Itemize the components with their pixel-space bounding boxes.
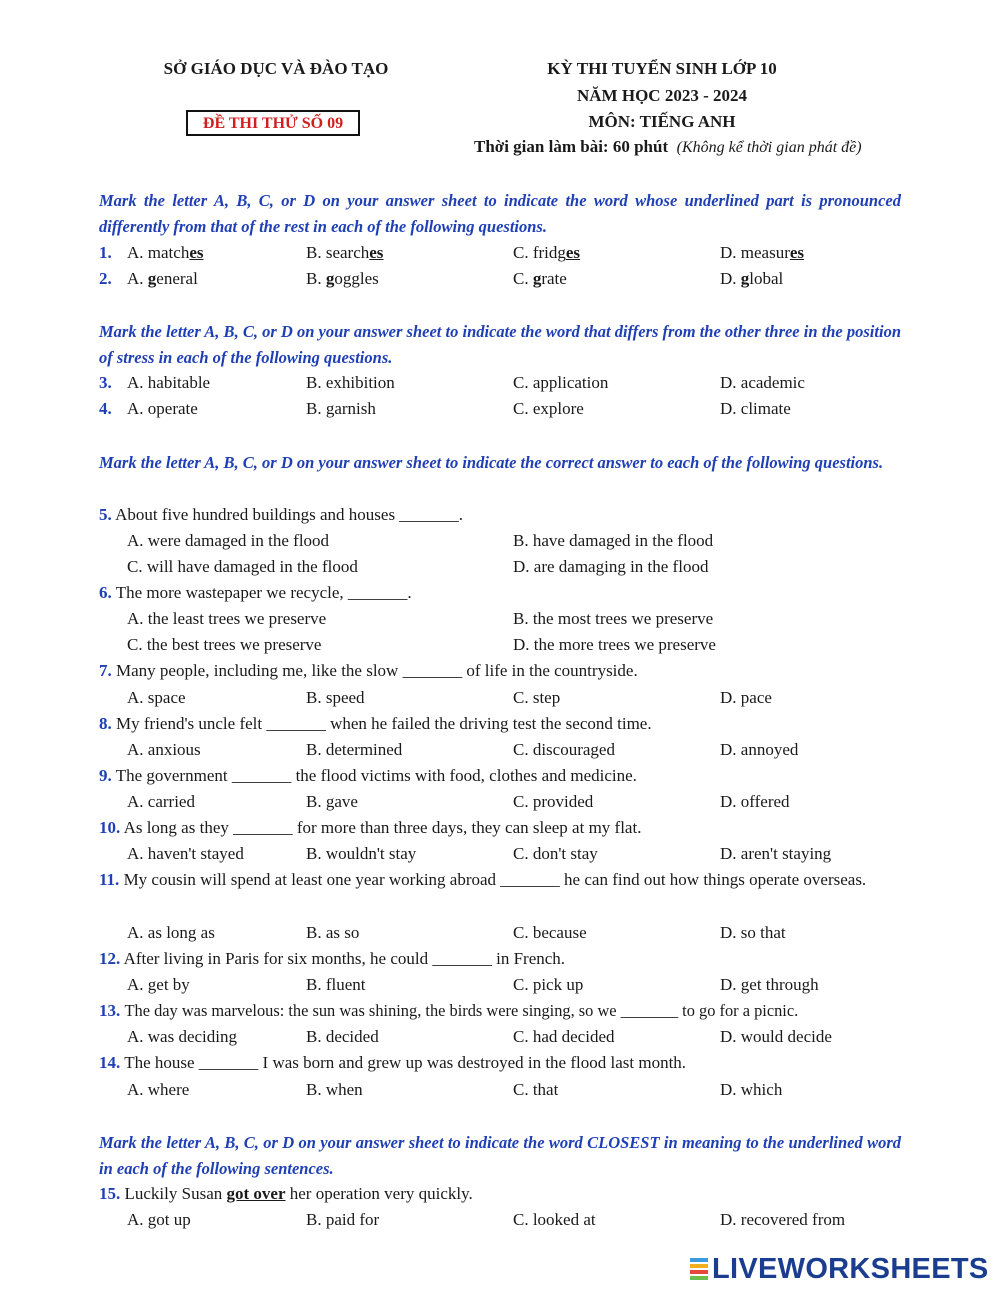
instruction-closest-meaning: Mark the letter A, B, C, or D on your answer sheet to indicate the word CLOSEST in meaning to the underlined word in each of the following sentences. — [99, 1133, 901, 1178]
option-14d[interactable]: D. which — [720, 1080, 783, 1099]
option-1c[interactable]: C. fridges — [513, 243, 581, 262]
option-10d[interactable]: D. aren't staying — [720, 844, 832, 863]
question-text-pre: Luckily Susan — [124, 1184, 227, 1203]
option-10a[interactable]: A. haven't stayed — [127, 844, 244, 863]
option-3c[interactable]: C. application — [513, 373, 609, 392]
question-number: 1. — [99, 243, 112, 262]
question-15 — [99, 1181, 901, 1207]
question-7 — [99, 658, 901, 684]
option-7a[interactable]: A. space — [127, 688, 186, 707]
option-12a[interactable]: A. get by — [127, 975, 190, 994]
option-5c[interactable]: C. will have damaged in the flood — [127, 557, 358, 576]
instruction-pronunciation: Mark the letter A, B, C, or D on your answer sheet to indicate the word whose underlined part is pronounced differently from that of the rest in each of the following questions. — [99, 191, 901, 236]
question-text: The day was marvelous: the sun was shining, the birds were singing, so we _______ to go for a picnic. — [124, 1001, 799, 1020]
option-10b[interactable]: B. wouldn't stay — [306, 844, 417, 863]
option-5d[interactable]: D. are damaging in the flood — [513, 557, 709, 576]
question-6 — [99, 580, 901, 606]
option-3d[interactable]: D. academic — [720, 373, 805, 392]
question-number: 3. — [99, 373, 112, 392]
question-number: 8. — [99, 714, 112, 733]
option-5b[interactable]: B. have damaged in the flood — [513, 531, 714, 550]
question-text: About five hundred buildings and houses _______. — [115, 505, 464, 524]
option-9a[interactable]: A. carried — [127, 792, 195, 811]
question-text-post: her operation very quickly. — [285, 1184, 473, 1203]
option-12d[interactable]: D. get through — [720, 975, 819, 994]
time-line — [474, 137, 862, 157]
question-number: 7. — [99, 661, 112, 680]
question-number: 12. — [99, 949, 121, 968]
option-1d[interactable]: D. measures — [720, 243, 805, 262]
question-text: The government _______ the flood victims with food, clothes and medicine. — [115, 766, 637, 785]
question-text: After living in Paris for six months, he could _______ in French. — [123, 949, 566, 968]
department-title: SỞ GIÁO DỤC VÀ ĐÀO TẠO — [163, 59, 389, 78]
question-number: 11. — [99, 870, 120, 889]
question-8 — [99, 711, 901, 737]
option-14a[interactable]: A. where — [127, 1080, 190, 1099]
option-11a[interactable]: A. as long as — [127, 923, 215, 942]
school-year: NĂM HỌC 2023 - 2024 — [577, 86, 747, 105]
option-13d[interactable]: D. would decide — [720, 1027, 832, 1046]
question-13 — [99, 998, 901, 1024]
question-11 — [99, 867, 901, 893]
option-11b[interactable]: B. as so — [306, 923, 360, 942]
question-text: The more wastepaper we recycle, _______. — [115, 583, 412, 602]
question-text: The house _______ I was born and grew up was destroyed in the flood last month. — [124, 1053, 687, 1072]
option-6b[interactable]: B. the most trees we preserve — [513, 609, 714, 628]
option-13a[interactable]: A. was deciding — [127, 1027, 238, 1046]
option-1b[interactable]: B. searches — [306, 243, 384, 262]
subject-title: MÔN: TIẾNG ANH — [588, 112, 736, 131]
exam-title: KỲ THI TUYỂN SINH LỚP 10 — [547, 59, 777, 78]
question-12 — [99, 946, 901, 972]
option-2c[interactable]: C. grate — [513, 269, 567, 288]
option-6d[interactable]: D. the more trees we preserve — [513, 635, 716, 654]
option-2b[interactable]: B. goggles — [306, 269, 379, 288]
question-text: My friend's uncle felt _______ when he failed the driving test the second time. — [116, 714, 652, 733]
option-2d[interactable]: D. global — [720, 269, 784, 288]
option-14b[interactable]: B. when — [306, 1080, 363, 1099]
exam-number-box: ĐỀ THI THỬ SỐ 09 — [186, 110, 360, 136]
question-number: 2. — [99, 269, 112, 288]
option-9d[interactable]: D. offered — [720, 792, 790, 811]
option-14c[interactable]: C. that — [513, 1080, 559, 1099]
option-7d[interactable]: D. pace — [720, 688, 772, 707]
option-15d[interactable]: D. recovered from — [720, 1210, 846, 1229]
option-4a[interactable]: A. operate — [127, 399, 198, 418]
option-9c[interactable]: C. provided — [513, 792, 594, 811]
option-7c[interactable]: C. step — [513, 688, 561, 707]
option-13c[interactable]: C. had decided — [513, 1027, 615, 1046]
logo-text: LIVEWORKSHEETS — [712, 1252, 989, 1285]
option-3a[interactable]: A. habitable — [127, 373, 211, 392]
option-12b[interactable]: B. fluent — [306, 975, 366, 994]
option-15c[interactable]: C. looked at — [513, 1210, 596, 1229]
question-number: 14. — [99, 1053, 121, 1072]
option-8d[interactable]: D. annoyed — [720, 740, 799, 759]
option-9b[interactable]: B. gave — [306, 792, 358, 811]
option-2a[interactable]: A. general — [127, 269, 198, 288]
option-3b[interactable]: B. exhibition — [306, 373, 395, 392]
instruction-correct-answer: Mark the letter A, B, C, or D on your answer sheet to indicate the correct answer to each of the following questions. — [99, 453, 884, 472]
option-1a[interactable]: A. matches — [127, 243, 204, 262]
option-11d[interactable]: D. so that — [720, 923, 786, 942]
option-5a[interactable]: A. were damaged in the flood — [127, 531, 330, 550]
option-4c[interactable]: C. explore — [513, 399, 584, 418]
question-number: 15. — [99, 1184, 121, 1203]
option-8c[interactable]: C. discouraged — [513, 740, 615, 759]
time-note: (Không kể thời gian phát đề) — [676, 139, 862, 156]
question-number: 10. — [99, 818, 121, 837]
option-13b[interactable]: B. decided — [306, 1027, 379, 1046]
question-number: 5. — [99, 505, 112, 524]
option-10c[interactable]: C. don't stay — [513, 844, 598, 863]
option-15a[interactable]: A. got up — [127, 1210, 191, 1229]
underlined-phrase: got over — [226, 1184, 286, 1203]
question-9 — [99, 763, 901, 789]
liveworksheets-logo[interactable] — [690, 1254, 989, 1284]
question-text: As long as they _______ for more than three days, they can sleep at my flat. — [123, 818, 642, 837]
option-12c[interactable]: C. pick up — [513, 975, 584, 994]
option-4b[interactable]: B. garnish — [306, 399, 376, 418]
question-number: 6. — [99, 583, 112, 602]
logo-icon — [690, 1257, 708, 1281]
option-6c[interactable]: C. the best trees we preserve — [127, 635, 322, 654]
option-7b[interactable]: B. speed — [306, 688, 365, 707]
option-6a[interactable]: A. the least trees we preserve — [127, 609, 327, 628]
question-text: Many people, including me, like the slow _______ of life in the countryside. — [116, 661, 638, 680]
question-number: 13. — [99, 1001, 121, 1020]
question-5 — [99, 502, 901, 528]
question-14 — [99, 1050, 901, 1076]
option-15b[interactable]: B. paid for — [306, 1210, 380, 1229]
question-number: 9. — [99, 766, 112, 785]
question-number: 4. — [99, 399, 112, 418]
question-10 — [99, 815, 901, 841]
exam-header — [0, 0, 1000, 175]
time-label: Thời gian làm bài: 60 phút — [474, 137, 669, 156]
option-11c[interactable]: C. because — [513, 923, 587, 942]
option-8b[interactable]: B. determined — [306, 740, 403, 759]
question-text: My cousin will spend at least one year working abroad _______ he can find out how things operate overseas. — [123, 870, 867, 889]
option-4d[interactable]: D. climate — [720, 399, 791, 418]
option-8a[interactable]: A. anxious — [127, 740, 201, 759]
instruction-stress: Mark the letter A, B, C, or D on your answer sheet to indicate the word that differs from the other three in the position of stress in each of the following questions. — [99, 322, 901, 367]
